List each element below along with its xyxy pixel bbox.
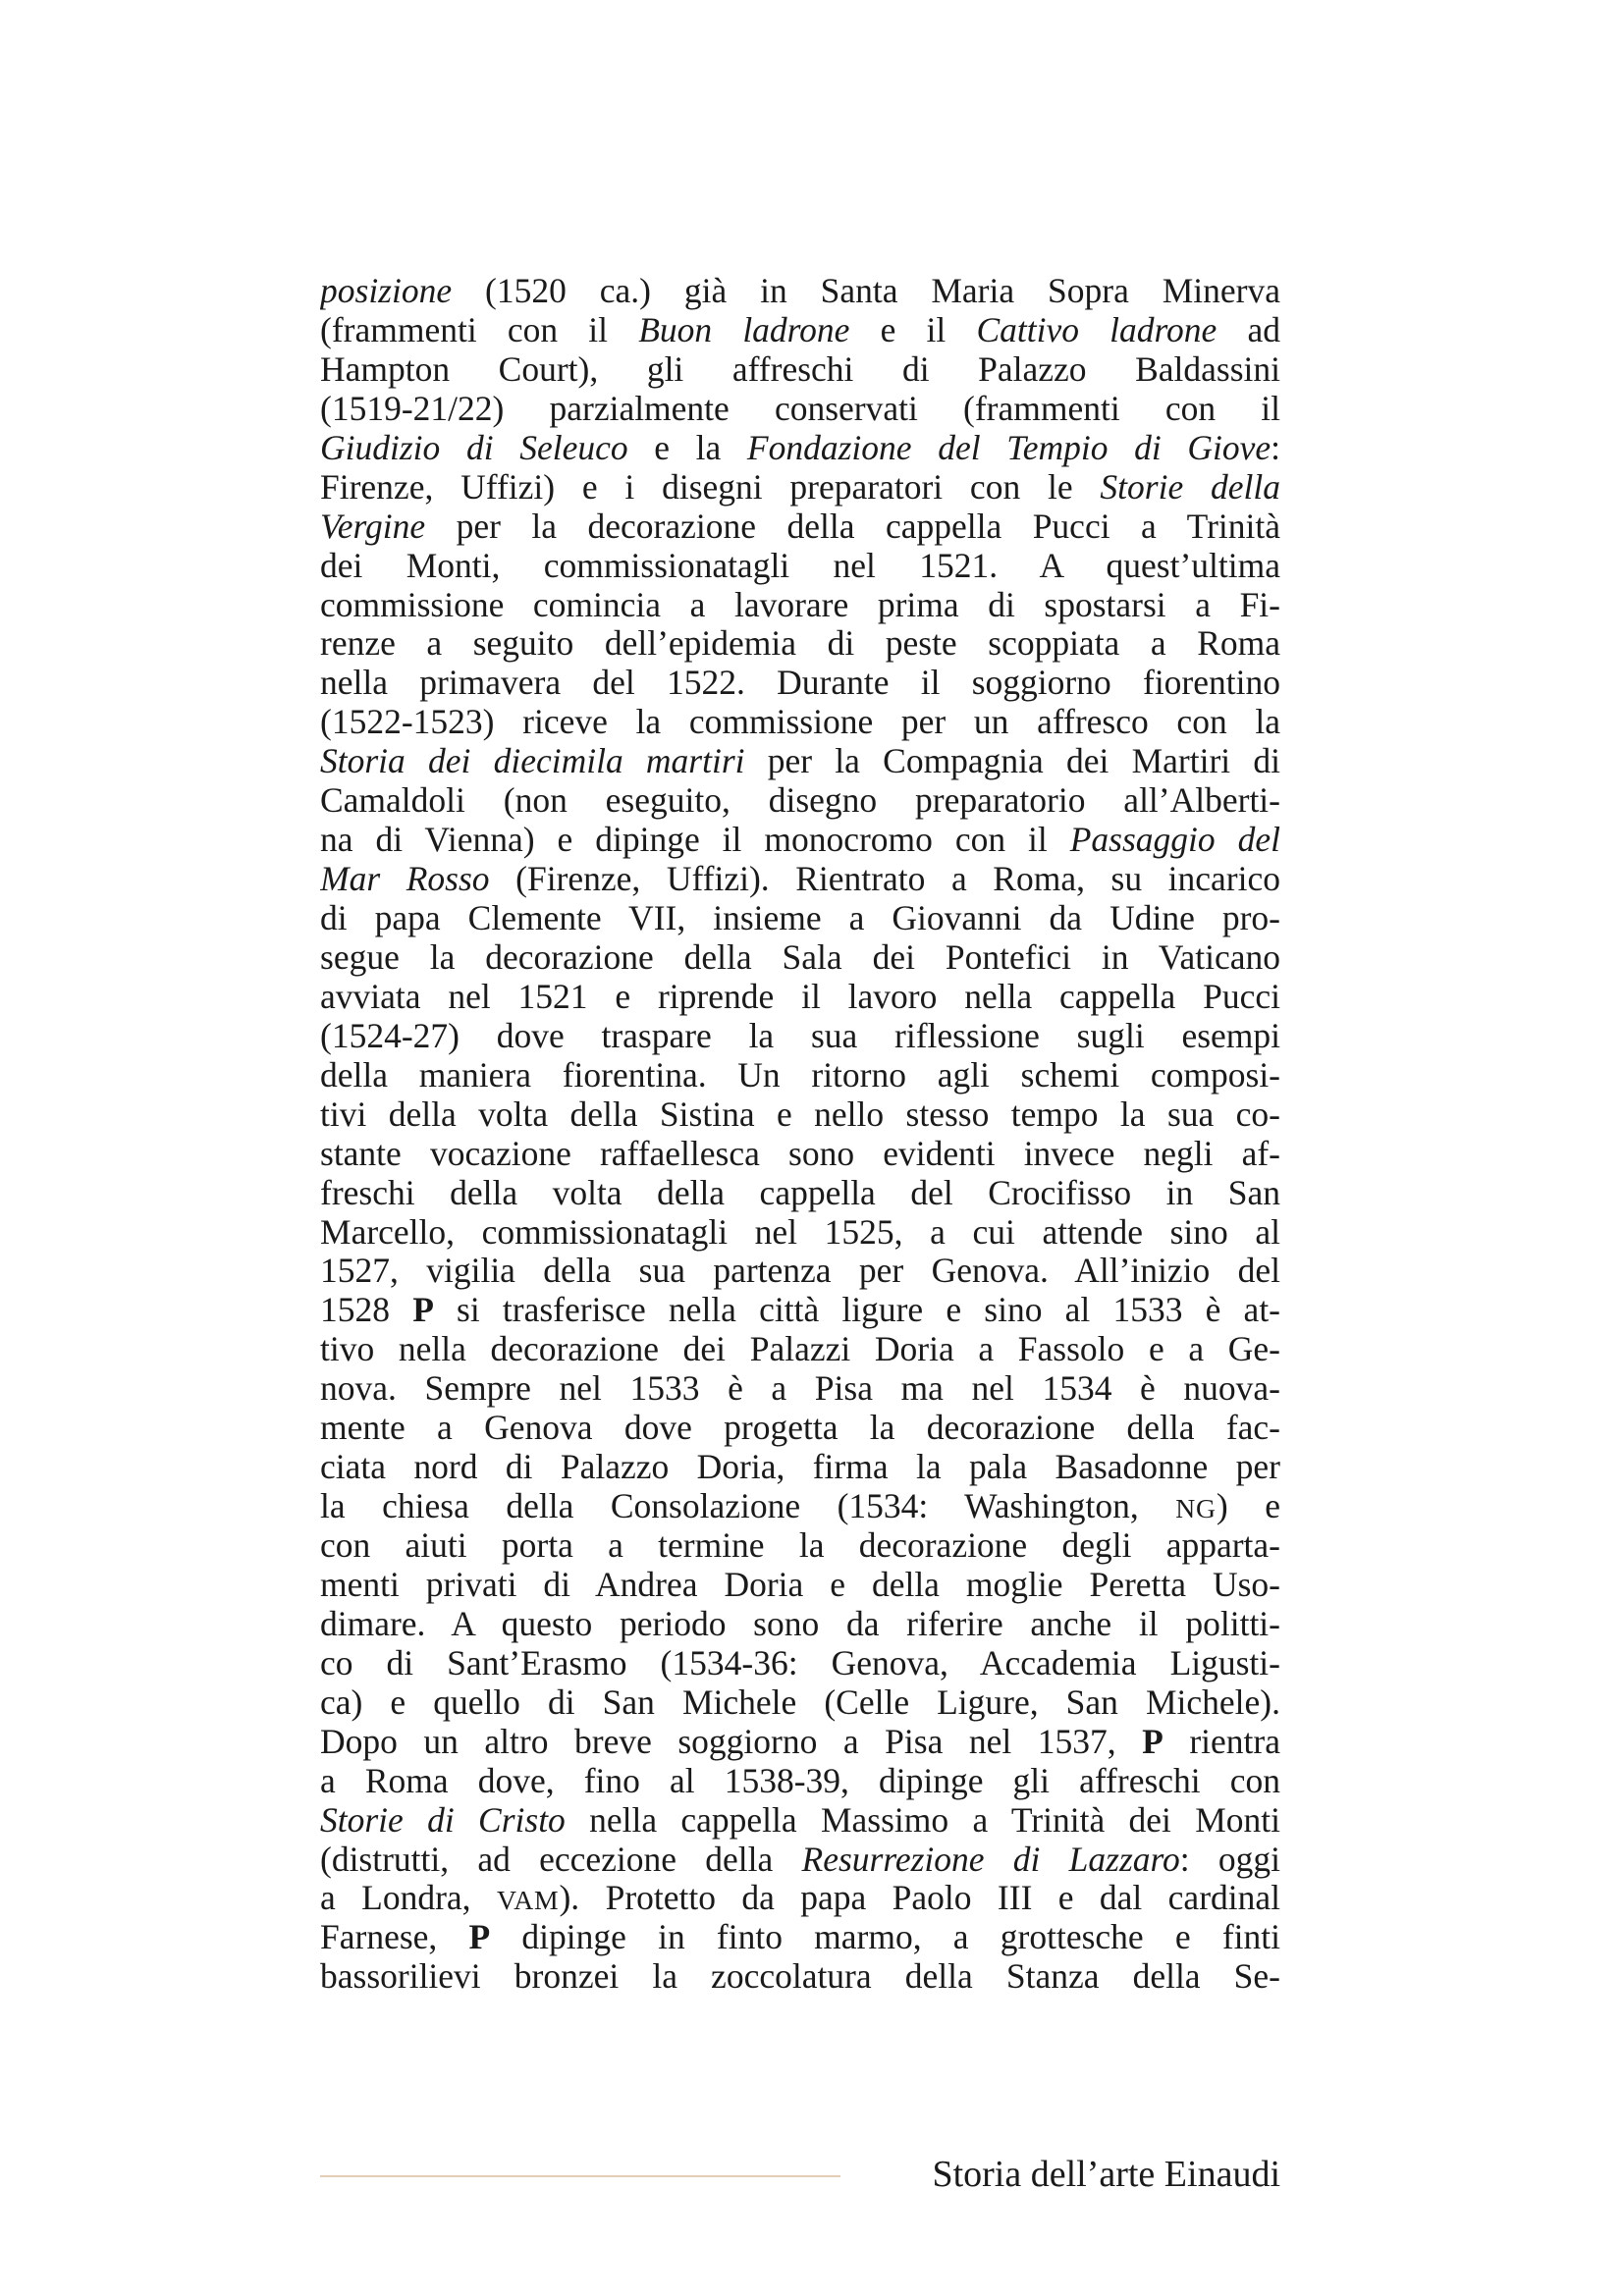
- text-segment: segue la decorazione della Sala dei Pontefici in Vaticano: [320, 937, 1280, 977]
- text-segment: mente a Genova dove progetta la decorazione della fac-: [320, 1409, 1280, 1448]
- italic-text: Fondazione del Tempio di Giove: [746, 428, 1271, 467]
- text-line: [320, 1213, 1280, 1253]
- small-caps-text: VAM: [496, 1885, 560, 1916]
- text-segment: (1522-1523) riceve la commissione per un affresco con la: [320, 703, 1280, 742]
- text-line: [320, 1566, 1280, 1605]
- text-line: [320, 664, 1280, 703]
- text-line: [320, 781, 1280, 821]
- italic-text: Storie della: [1100, 467, 1280, 507]
- text-segment: Firenze, Uffizi) e i disegni preparatori con le: [320, 467, 1101, 507]
- bold-text: P: [412, 1291, 434, 1330]
- text-segment: freschi della volta della cappella del Crocifisso in San: [320, 1173, 1280, 1212]
- small-caps-text: NG: [1175, 1493, 1217, 1524]
- text-line: [320, 1762, 1280, 1801]
- text-segment: menti privati di Andrea Doria e della moglie Peretta Uso-: [320, 1565, 1280, 1604]
- footer-rule: [320, 2175, 840, 2177]
- text-line: [320, 1056, 1280, 1095]
- text-segment: stante vocazione raffaellesca sono evidenti invece negli af-: [320, 1134, 1280, 1173]
- text-line: [320, 1957, 1280, 1997]
- italic-text: posizione: [320, 272, 453, 310]
- text-segment: renze a seguito dell’epidemia di peste scoppiata a Roma: [320, 624, 1280, 664]
- text-segment: : oggi: [1179, 1840, 1280, 1879]
- text-segment: dimare. A questo periodo sono da riferire anche il politti-: [320, 1604, 1280, 1643]
- text-segment: commissione comincia a lavorare prima di spostarsi a Fi-: [320, 585, 1280, 624]
- page-footer: [320, 2152, 1280, 2199]
- text-segment: rientra: [1163, 1722, 1280, 1761]
- text-segment: tivi della volta della Sistina e nello stesso tempo la sua co-: [320, 1095, 1280, 1134]
- italic-text: Vergine: [320, 507, 426, 546]
- text-segment: Hampton Court), gli affreschi di Palazzo Baldassini: [320, 349, 1280, 389]
- text-line: [320, 1291, 1280, 1330]
- italic-text: Mar Rosso: [320, 860, 490, 899]
- text-segment: na di Vienna) e dipinge il monocromo con il: [320, 821, 1070, 860]
- text-line: [320, 1723, 1280, 1762]
- text-line: [320, 429, 1280, 468]
- italic-text: Passaggio del: [1069, 821, 1280, 860]
- footer-title: Storia dell’arte Einaudi: [932, 2154, 1280, 2195]
- italic-text: Giudizio di Seleuco: [320, 428, 628, 467]
- text-segment: ad: [1217, 310, 1280, 349]
- italic-text: Buon ladrone: [638, 310, 850, 349]
- text-segment: a Londra,: [320, 1879, 497, 1918]
- text-segment: ciata nord di Palazzo Doria, firma la pala Basadonne per: [320, 1448, 1280, 1487]
- text-line: [320, 586, 1280, 625]
- text-segment: con aiuti porta a termine la decorazione degli apparta-: [320, 1526, 1280, 1565]
- text-segment: (1520 ca.) già in Santa Maria Sopra Minerva: [452, 272, 1280, 310]
- text-line: [320, 978, 1280, 1017]
- text-line: [320, 1095, 1280, 1135]
- text-segment: 1528: [320, 1291, 413, 1330]
- text-line: [320, 272, 1280, 311]
- text-segment: la chiesa della Consolazione (1534: Washington,: [320, 1487, 1176, 1526]
- text-segment: della maniera fiorentina. Un ritorno agli schemi composi-: [320, 1055, 1280, 1095]
- text-line: [320, 938, 1280, 978]
- text-segment: (distrutti, ad eccezione della: [320, 1840, 802, 1879]
- text-line: [320, 899, 1280, 938]
- body-text: [320, 272, 1280, 1997]
- text-segment: co di Sant’Erasmo (1534-36: Genova, Accademia Ligusti-: [320, 1643, 1280, 1682]
- text-segment: (Firenze, Uffizi). Rientrato a Roma, su incarico: [489, 860, 1280, 899]
- text-segment: a Roma dove, fino al 1538-39, dipinge gli affreschi con: [320, 1761, 1280, 1800]
- text-line: [320, 1174, 1280, 1213]
- text-line: [320, 507, 1280, 547]
- text-line: [320, 1330, 1280, 1369]
- text-line: [320, 624, 1280, 664]
- text-line: [320, 390, 1280, 429]
- text-line: [320, 1605, 1280, 1644]
- text-segment: dipinge in finto marmo, a grottesche e finti: [490, 1918, 1280, 1957]
- text-line: [320, 350, 1280, 390]
- text-segment: (1519-21/22) parzialmente conservati (frammenti con il: [320, 389, 1280, 428]
- text-segment: nella primavera del 1522. Durante il soggiorno fiorentino: [320, 664, 1280, 703]
- text-line: [320, 1644, 1280, 1683]
- italic-text: Cattivo ladrone: [976, 310, 1217, 349]
- text-line: [320, 1801, 1280, 1841]
- text-line: [320, 1526, 1280, 1566]
- text-segment: per la decorazione della cappella Pucci a Trinità: [425, 507, 1280, 546]
- text-segment: (1524-27) dove traspare la sua riflessione sugli esempi: [320, 1016, 1280, 1055]
- italic-text: Storia dei diecimila martiri: [320, 742, 745, 781]
- text-line: [320, 860, 1280, 899]
- text-line: [320, 468, 1280, 507]
- text-segment: 1527, vigilia della sua partenza per Genova. All’inizio del: [320, 1252, 1280, 1291]
- text-segment: Dopo un altro breve soggiorno a Pisa nel 1537,: [320, 1722, 1143, 1761]
- text-segment: avviata nel 1521 e riprende il lavoro nella cappella Pucci: [320, 977, 1280, 1016]
- text-line: [320, 821, 1280, 860]
- text-line: [320, 1841, 1280, 1880]
- text-segment: ). Protetto da papa Paolo III e dal cardinal: [559, 1879, 1280, 1918]
- italic-text: Storie di Cristo: [320, 1800, 566, 1840]
- text-segment: e il: [849, 310, 977, 349]
- text-line: [320, 1487, 1280, 1526]
- text-segment: Marcello, commissionatagli nel 1525, a cui attende sino al: [320, 1212, 1280, 1252]
- text-line: [320, 1409, 1280, 1448]
- text-line: [320, 742, 1280, 781]
- text-segment: si trasferisce nella città ligure e sino al 1533 è at-: [433, 1291, 1280, 1330]
- text-segment: dei Monti, commissionatagli nel 1521. A quest’ultima: [320, 546, 1280, 585]
- text-line: [320, 547, 1280, 586]
- text-line: [320, 1918, 1280, 1957]
- text-segment: ) e: [1216, 1487, 1280, 1526]
- text-segment: bassorilievi bronzei la zoccolatura della Stanza della Se-: [320, 1957, 1280, 1997]
- text-segment: per la Compagnia dei Martiri di: [744, 742, 1280, 781]
- text-line: [320, 703, 1280, 742]
- text-line: [320, 1135, 1280, 1174]
- text-segment: tivo nella decorazione dei Palazzi Doria a Fassolo e a Ge-: [320, 1330, 1280, 1369]
- text-segment: di papa Clemente VII, insieme a Giovanni da Udine pro-: [320, 899, 1280, 937]
- bold-text: P: [1142, 1722, 1163, 1761]
- text-segment: Farnese,: [320, 1918, 469, 1957]
- text-segment: ca) e quello di San Michele (Celle Ligure, San Michele).: [320, 1682, 1280, 1722]
- text-segment: nova. Sempre nel 1533 è a Pisa ma nel 1534 è nuova-: [320, 1369, 1280, 1409]
- text-segment: Camaldoli (non eseguito, disegno preparatorio all’Alberti-: [320, 781, 1280, 821]
- text-line: [320, 1683, 1280, 1723]
- text-segment: nella cappella Massimo a Trinità dei Monti: [565, 1800, 1280, 1840]
- text-line: [320, 311, 1280, 350]
- italic-text: Resurrezione di Lazzaro: [801, 1840, 1180, 1879]
- text-line: [320, 1369, 1280, 1409]
- bold-text: P: [468, 1918, 491, 1957]
- text-line: [320, 1252, 1280, 1291]
- text-segment: :: [1271, 428, 1280, 467]
- text-line: [320, 1448, 1280, 1487]
- text-segment: (frammenti con il: [320, 310, 639, 349]
- text-line: [320, 1879, 1280, 1918]
- text-segment: e la: [627, 428, 747, 467]
- text-line: [320, 1017, 1280, 1056]
